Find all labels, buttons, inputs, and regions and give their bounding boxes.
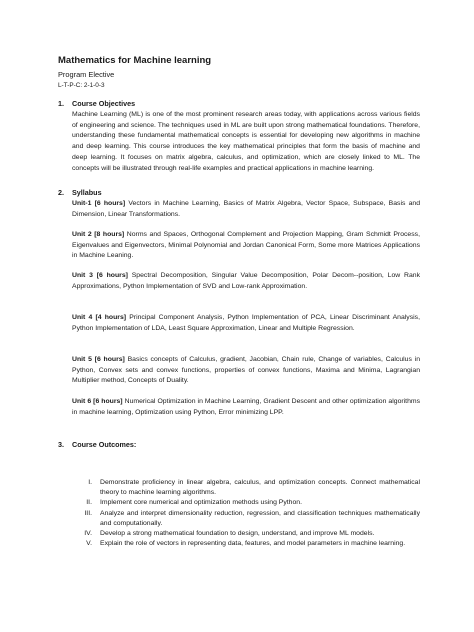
course-credits: L-T-P-C: 2-1-0-3 [58,82,105,89]
outcomes-number: 3. [58,440,64,449]
objectives-number: 1. [58,99,64,108]
unit-text: Spectral Decomposition, Singular Value Decomposition, Polar Decom--position, Low Rank Approximations, Python Implementation of SVD and Low-rank Approximation. [72,272,420,290]
unit-text: Numerical Optimization in Machine Learning, Gradient Descent and other optimization algorithms in machine learning, Optimization using Python, Error minimizing LPP. [72,398,421,416]
syllabus-unit-5 [72,355,420,387]
outcome-text: Analyze and interpret dimensionality reduction, regression, and classification techniques mathematically and computationally. [100,509,420,527]
course-type: Program Elective [58,70,115,79]
course-title: Mathematics for Machine learning [58,55,212,66]
outcome-number: IV. [84,530,92,538]
outcomes-title: Course Outcomes: [72,440,137,449]
objectives-text: Machine Learning (ML) is one of the most prominent research areas today, with applications across various fields of engineering and science. The techniques used in ML are built upon strong mathematical foundations. Therefore, understanding these fundamental mathematical concepts is essential for developing new algorithms in machine and deep learning. This course introduces the key mathematical principles that form the basis of machine and deep learning. It focuses on matrix algebra, calculus, and optimization, which are closely linked to ML. The concepts will be illustrated through real-life examples and practical applications in machine learning. [72,111,420,172]
outcome-number: V. [86,540,92,548]
objectives-title: Course Objectives [72,99,136,108]
outcome-number: I. [88,479,92,486]
objectives-heading [58,99,135,108]
unit-text: Vectors in Machine Learning, Basics of Matrix Algebra, Vector Space, Subspace, Basis and Dimension, Linear Transformations. [72,200,421,218]
list-item [58,509,420,529]
unit-text: Norms and Spaces, Orthogonal Complement and Projection Mapping, Gram Schmidt Process, Eigenvalues and Eigenvectors, Minimal Polynomial and Jordan Canonical Form, Some more Matrices Applications in Machine Leaning. [72,231,420,260]
list-item [58,529,420,539]
list-item [58,478,420,498]
unit-label: Unit-1 [6 hours] [72,200,126,207]
syllabus-unit-6 [72,397,420,418]
outcome-text: Implement core numerical and optimization methods using Python. [100,499,302,507]
outcomes-list [58,478,420,549]
syllabus-number: 2. [58,188,64,197]
syllabus-unit-4 [72,313,420,334]
outcome-number: III. [84,509,92,517]
outcome-text: Explain the role of vectors in representing data, features, and model parameters in machine learning. [100,540,406,548]
unit-label: Unit 3 [6 hours] [72,272,128,279]
syllabus-title: Syllabus [72,188,102,197]
syllabus-unit-3 [72,271,420,292]
unit-label: Unit 4 [4 hours] [72,314,127,321]
outcome-number: II. [86,499,92,507]
syllabus-unit-2 [72,230,420,262]
unit-label: Unit 5 [6 hours] [72,356,125,363]
unit-label: Unit 6 [6 hours] [72,398,123,405]
unit-label: Unit 2 [8 hours] [72,231,125,238]
list-item [58,498,420,508]
outcome-text: Demonstrate proficiency in linear algebra, calculus, and optimization concepts. Connect mathematical theory to machine learning algorithms. [100,479,420,497]
list-item [58,539,420,549]
outcomes-heading [58,440,136,449]
outcome-text: Develop a strong mathematical foundation to design, understand, and improve ML models. [100,530,375,538]
unit-text: Basics concepts of Calculus, gradient, Jacobian, Chain rule, Change of variables, Calculus in Python, Convex sets and convex functions, properties of convex functions, Maxima and Minima, Lagrangian Multiplier method, Concepts of Duality. [72,356,420,385]
syllabus-heading [58,188,102,197]
syllabus-unit-1 [72,199,420,220]
unit-text: Principal Component Analysis, Python Implementation of PCA, Linear Discriminant Analysis, Python Implementation of LDA, Least Square Approximation, Linear and Multiple Regression. [72,314,420,332]
